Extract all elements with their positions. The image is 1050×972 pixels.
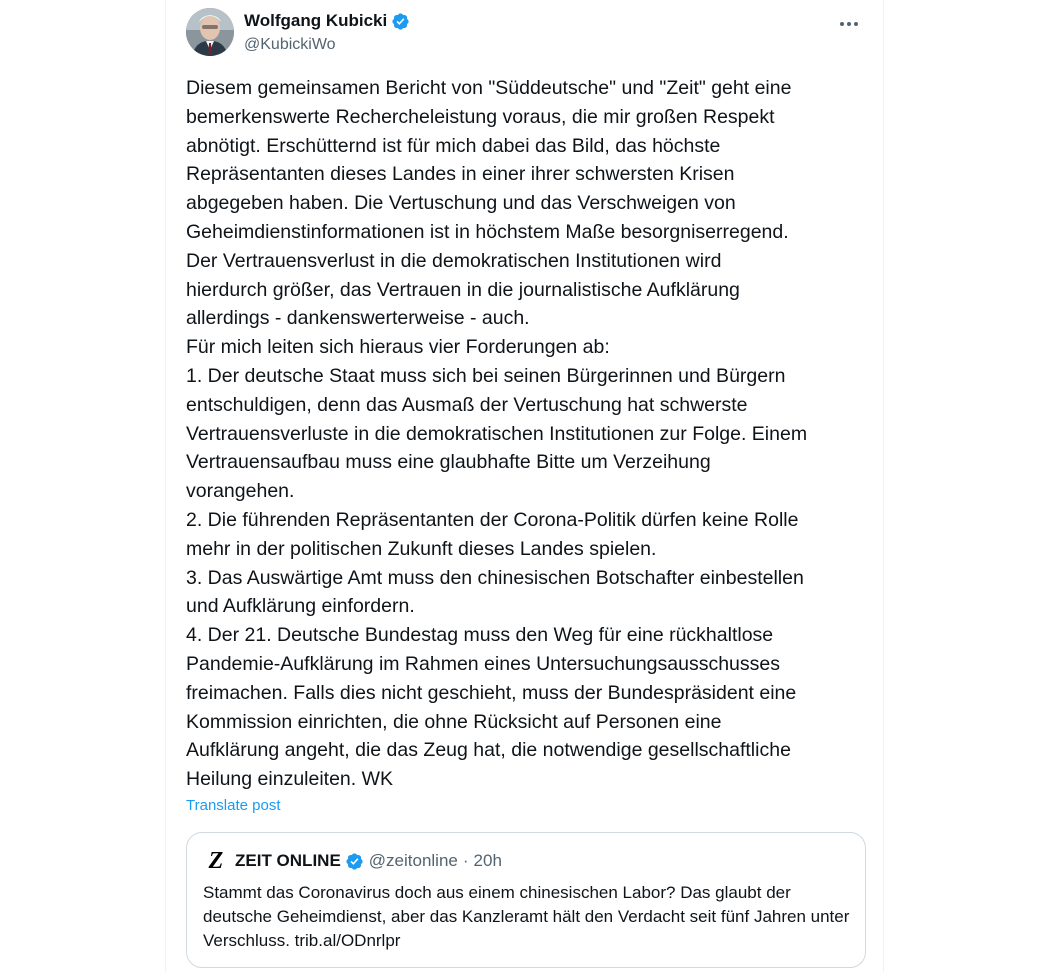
- verified-badge-icon[interactable]: [391, 12, 410, 31]
- tweet-header: [186, 8, 867, 60]
- quoted-display-name: ZEIT ONLINE: [235, 851, 341, 870]
- quoted-handle: @zeitonline: [368, 851, 458, 870]
- more-icon[interactable]: [835, 12, 863, 36]
- tweet-text: Diesem gemeinsamen Bericht von "Süddeutsche" und "Zeit" geht eine bemerkenswerte Rechercheleistung voraus, die mir großen Respekt abnötigt. Erschütternd ist für mich dabei das Bild, das höchste Repräsentanten dieses Landes in einer ihrer schwersten Krisen abgegeben haben. Die Vertuschung und das Verschweigen von Geheimdienstinformationen ist in höchstem Maße besorgniserregend. Der Vertrauensverlust in die demokratischen Institutionen wird hierdurch größer, das Vertrauen in die journalistische Aufklärung allerdings - dankenswerterweise - auch. Für mich leiten sich hieraus vier Forderungen ab: 1. Der deutsche Staat muss sich bei seinen Bürgerinnen und Bürgern entschuldigen, denn das Ausmaß der Vertuschung hat schwerste Vertrauensverluste in die demokratischen Institutionen zur Folge. Einem Vertrauensaufbau muss eine glaubhafte Bitte um Verzeihung vorangehen. 2. Die führenden Repräsentanten der Corona-Politik dürfen keine Rolle mehr in der politischen Zukunft dieses Landes spielen. 3. Das Auswärtige Amt muss den chinesischen Botschafter einbestellen und Aufklärung einfordern. 4. Der 21. Deutsche Bundestag muss den Weg für eine rückhaltlose Pandemie-Aufklärung im Rahmen eines Untersuchungsausschusses freimachen. Falls dies nicht geschieht, muss der Bundespräsident eine Kommission einrichten, die ohne Rücksicht auf Personen eine Aufklärung angeht, die das Zeug hat, die notwendige gesellschaftliche Heilung einzuleiten. WK: [186, 77, 808, 791]
- author-display-name[interactable]: Wolfgang Kubicki: [244, 11, 388, 30]
- quoted-tweet-text: Stammt das Coronavirus doch aus einem chinesischen Labor? Das glaubt der deutsche Geheimdienst, aber das Kanzleramt hält den Verdacht seit fünf Jahren unter Verschluss. trib.al/ODnrlpr: [203, 883, 850, 950]
- tweet-card: [165, 0, 884, 972]
- quoted-timestamp: 20h: [473, 851, 502, 870]
- author-handle[interactable]: @KubickiWo: [244, 36, 336, 53]
- quoted-separator: ·: [462, 851, 469, 870]
- quoted-tweet[interactable]: [186, 832, 866, 968]
- translate-post-link[interactable]: Translate post: [186, 797, 281, 814]
- quoted-verified-badge-icon: [345, 852, 364, 871]
- avatar[interactable]: [186, 8, 234, 56]
- avatar-image: [186, 8, 234, 56]
- author-names: [244, 10, 410, 54]
- quoted-tweet-header: [205, 849, 502, 873]
- zeit-logo-icon: Z: [208, 848, 224, 874]
